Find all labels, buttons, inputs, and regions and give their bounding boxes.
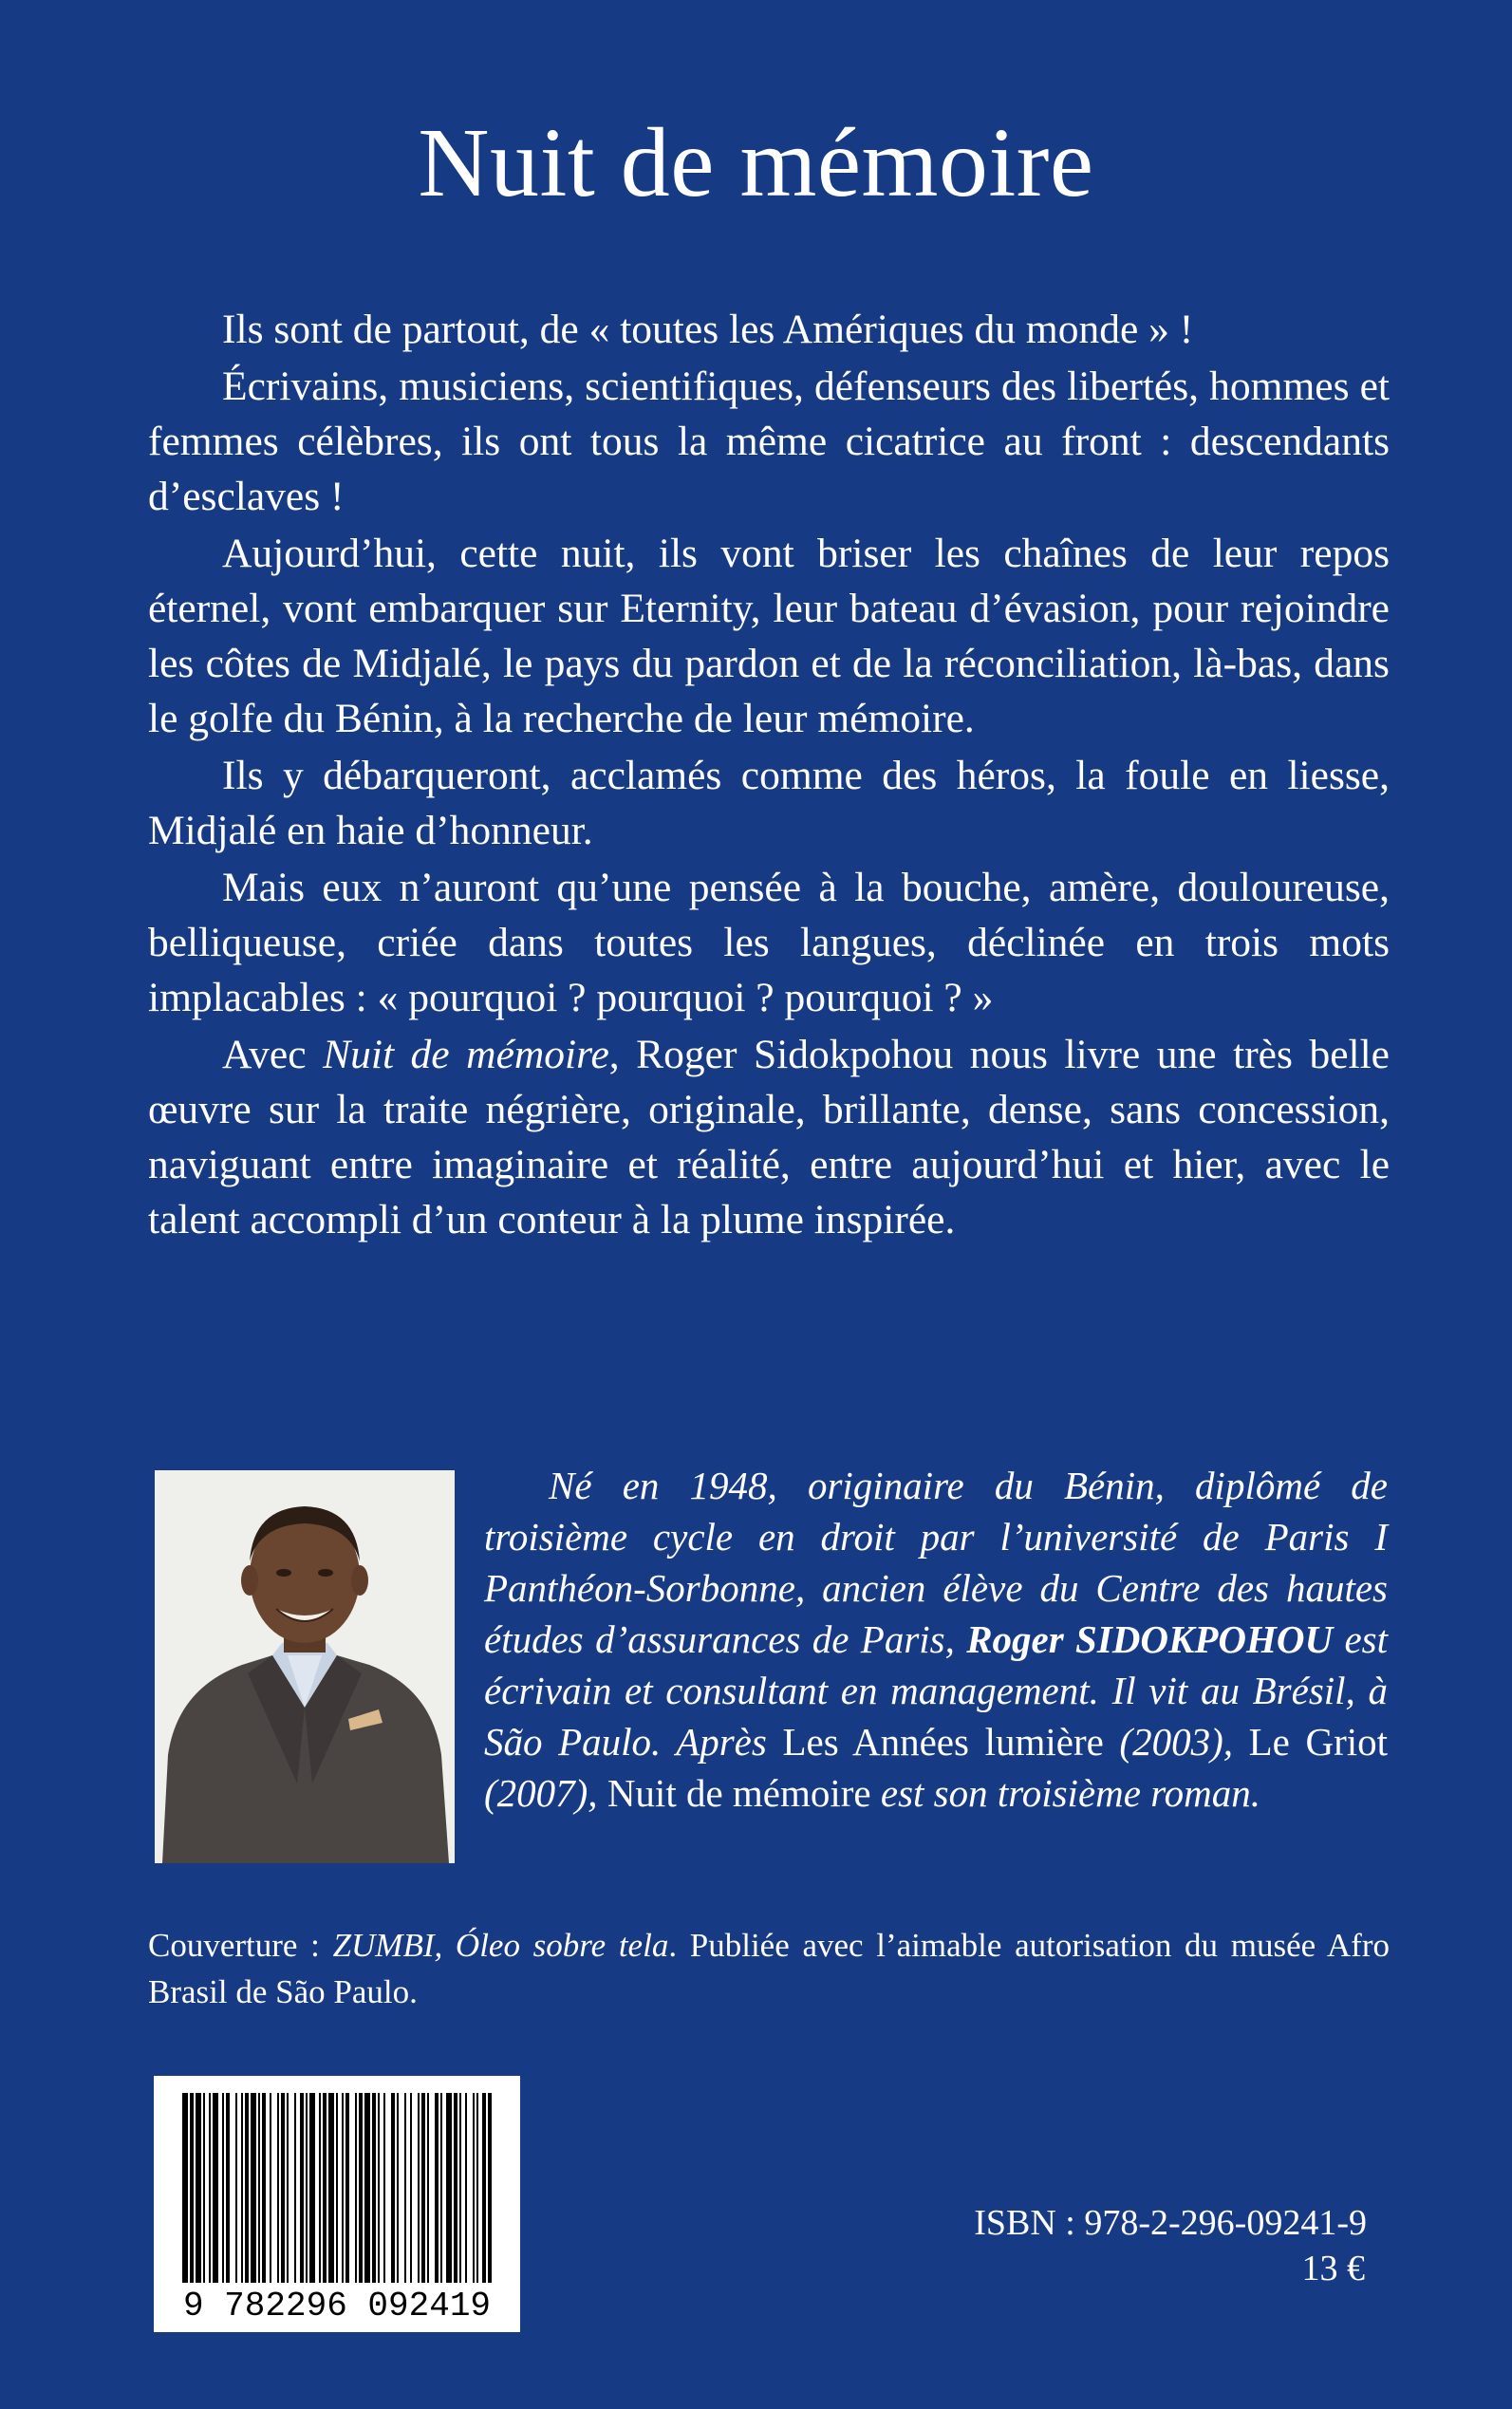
- bio-end: est son troisième roman.: [870, 1771, 1260, 1815]
- barcode-bar: [397, 2093, 399, 2283]
- barcode-bar: [410, 2093, 412, 2283]
- barcode-bar: [421, 2093, 425, 2283]
- credit-work: ZUMBI, Óleo sobre tela: [332, 1927, 669, 1964]
- book-title: Nuit de mémoire: [418, 108, 1094, 217]
- bio-book-3: Nuit de mémoire: [607, 1771, 871, 1815]
- barcode-bar: [359, 2093, 363, 2283]
- barcode-bar: [427, 2093, 429, 2283]
- barcode-bar: [391, 2093, 395, 2283]
- barcode-bar: [262, 2093, 266, 2283]
- bio-book-2: Le Griot: [1248, 1720, 1389, 1764]
- barcode-bar: [226, 2093, 230, 2283]
- barcode-bar: [446, 2093, 452, 2283]
- barcode-bar: [190, 2093, 194, 2283]
- barcode-bar: [482, 2093, 486, 2283]
- blurb-paragraph-6: [148, 1027, 1390, 1247]
- barcode-bar: [459, 2093, 461, 2283]
- barcode-bar: [245, 2093, 249, 2283]
- blurb-p6-rest: , Roger Sidokpohou nous livre une très belle œuvre sur la traite négrière, originale, brillante, dense, sans concession, naviguant entre imaginaire et réalité, entre aujourd’hui et hier, avec le talent accompli d’un conteur à la plume inspirée.: [148, 1032, 1390, 1242]
- author-portrait-graphic: [155, 1470, 455, 1863]
- barcode-bar: [209, 2093, 211, 2283]
- barcode-bar: [222, 2093, 224, 2283]
- bio-year-1: (2003),: [1103, 1720, 1249, 1764]
- barcode-bar: [270, 2093, 271, 2283]
- barcode-bar: [241, 2093, 243, 2283]
- barcode-bar: [476, 2093, 478, 2283]
- barcode-bar: [378, 2093, 380, 2283]
- blurb-paragraph-3: Aujourd’hui, cette nuit, ils vont briser les chaînes de leur repos éternel, vont embarquer sur Eternity, leur bateau d’évasion, pour rejoindre les côtes de Midjalé, le pays du pardon et de la réconciliation, là-bas, dans le golfe du Bénin, à la recherche de leur mémoire.: [148, 531, 1390, 741]
- barcode: [154, 2076, 520, 2332]
- barcode-bar: [342, 2093, 344, 2283]
- barcode-digits: 9 782296 092419: [182, 2287, 492, 2325]
- barcode-bar: [383, 2093, 385, 2283]
- isbn: ISBN : 978-2-296-09241-9: [974, 2203, 1367, 2243]
- barcode-bar: [355, 2093, 357, 2283]
- barcode-bar: [306, 2093, 308, 2283]
- bio-mid: est écrivain et consultant en management. Il vit au Brésil, à São Paulo. Après: [484, 1617, 1388, 1764]
- barcode-bar: [196, 2093, 201, 2283]
- barcode-bar: [281, 2093, 285, 2283]
- credit-label: Couverture :: [148, 1927, 333, 1964]
- blurb-p6-title: Nuit de mémoire: [323, 1032, 609, 1077]
- barcode-bar: [364, 2093, 370, 2283]
- barcode-bar: [345, 2093, 349, 2283]
- barcode-bar: [488, 2093, 492, 2283]
- price: 13 €: [1301, 2249, 1365, 2288]
- credit-rest: . Publiée avec l’aimable autorisation du musée Afro Brasil de São Paulo.: [148, 1927, 1390, 2010]
- blurb-paragraph-5: Mais eux n’auront qu’une pensée à la bouche, amère, douloureuse, belliqueuse, criée dans toutes les langues, déclinée en trois mots implacables : « pourquoi ? pourquoi ? pourquoi ? »: [148, 865, 1390, 1020]
- cover-credit: [148, 1922, 1390, 2015]
- barcode-bar: [251, 2093, 256, 2283]
- barcode-bar: [454, 2093, 457, 2283]
- author-photo: [155, 1470, 455, 1863]
- bio-author-name: Roger SIDOKPOHOU: [966, 1617, 1334, 1661]
- blurb: [148, 302, 1390, 1247]
- barcode-bar: [235, 2093, 237, 2283]
- blurb-paragraph-4: Ils y débarqueront, acclamés comme des héros, la foule en liesse, Midjalé en haie d’honneur.: [148, 753, 1390, 853]
- barcode-bar: [203, 2093, 205, 2283]
- barcode-bar: [473, 2093, 475, 2283]
- barcode-bar: [309, 2093, 315, 2283]
- bio-book-1: Les Années lumière: [782, 1720, 1104, 1764]
- barcode-bar: [258, 2093, 260, 2283]
- barcode-bar: [182, 2093, 188, 2283]
- blurb-p6-start: Avec: [222, 1032, 324, 1077]
- barcode-bar: [319, 2093, 321, 2283]
- barcode-bar: [277, 2093, 279, 2283]
- barcode-bar: [440, 2093, 442, 2283]
- blurb-paragraph-1: Ils sont de partout, de « toutes les Amériques du monde » !: [222, 307, 1194, 352]
- bio-year-2: (2007),: [484, 1771, 607, 1815]
- barcode-bar: [435, 2093, 439, 2283]
- barcode-bar: [372, 2093, 376, 2283]
- barcode-bar: [465, 2093, 467, 2283]
- blurb-paragraph-2: Écrivains, musiciens, scientifiques, défenseurs des libertés, hommes et femmes célèbres, ils ont tous la même cicatrice au front : descendants d’esclaves !: [148, 364, 1390, 519]
- bio-intro: Né en 1948, originaire du Bénin, diplômé de troisième cycle en droit par l’université de Paris I Panthéon-Sorbonne, ancien élève du Centre des hautes études d’assurances de Paris,: [484, 1464, 1388, 1661]
- barcode-bar: [418, 2093, 420, 2283]
- barcode-bar: [287, 2093, 289, 2283]
- isbn-price-block: [854, 2200, 1367, 2291]
- author-bio: [484, 1460, 1388, 1819]
- barcode-bar: [213, 2093, 218, 2283]
- barcode-bar: [323, 2093, 327, 2283]
- barcode-bar: [404, 2093, 406, 2283]
- barcode-graphic: [154, 2076, 520, 2332]
- barcode-bar: [336, 2093, 338, 2283]
- barcode-bar: [294, 2093, 296, 2283]
- barcode-bar: [328, 2093, 334, 2283]
- barcode-bar: [300, 2093, 304, 2283]
